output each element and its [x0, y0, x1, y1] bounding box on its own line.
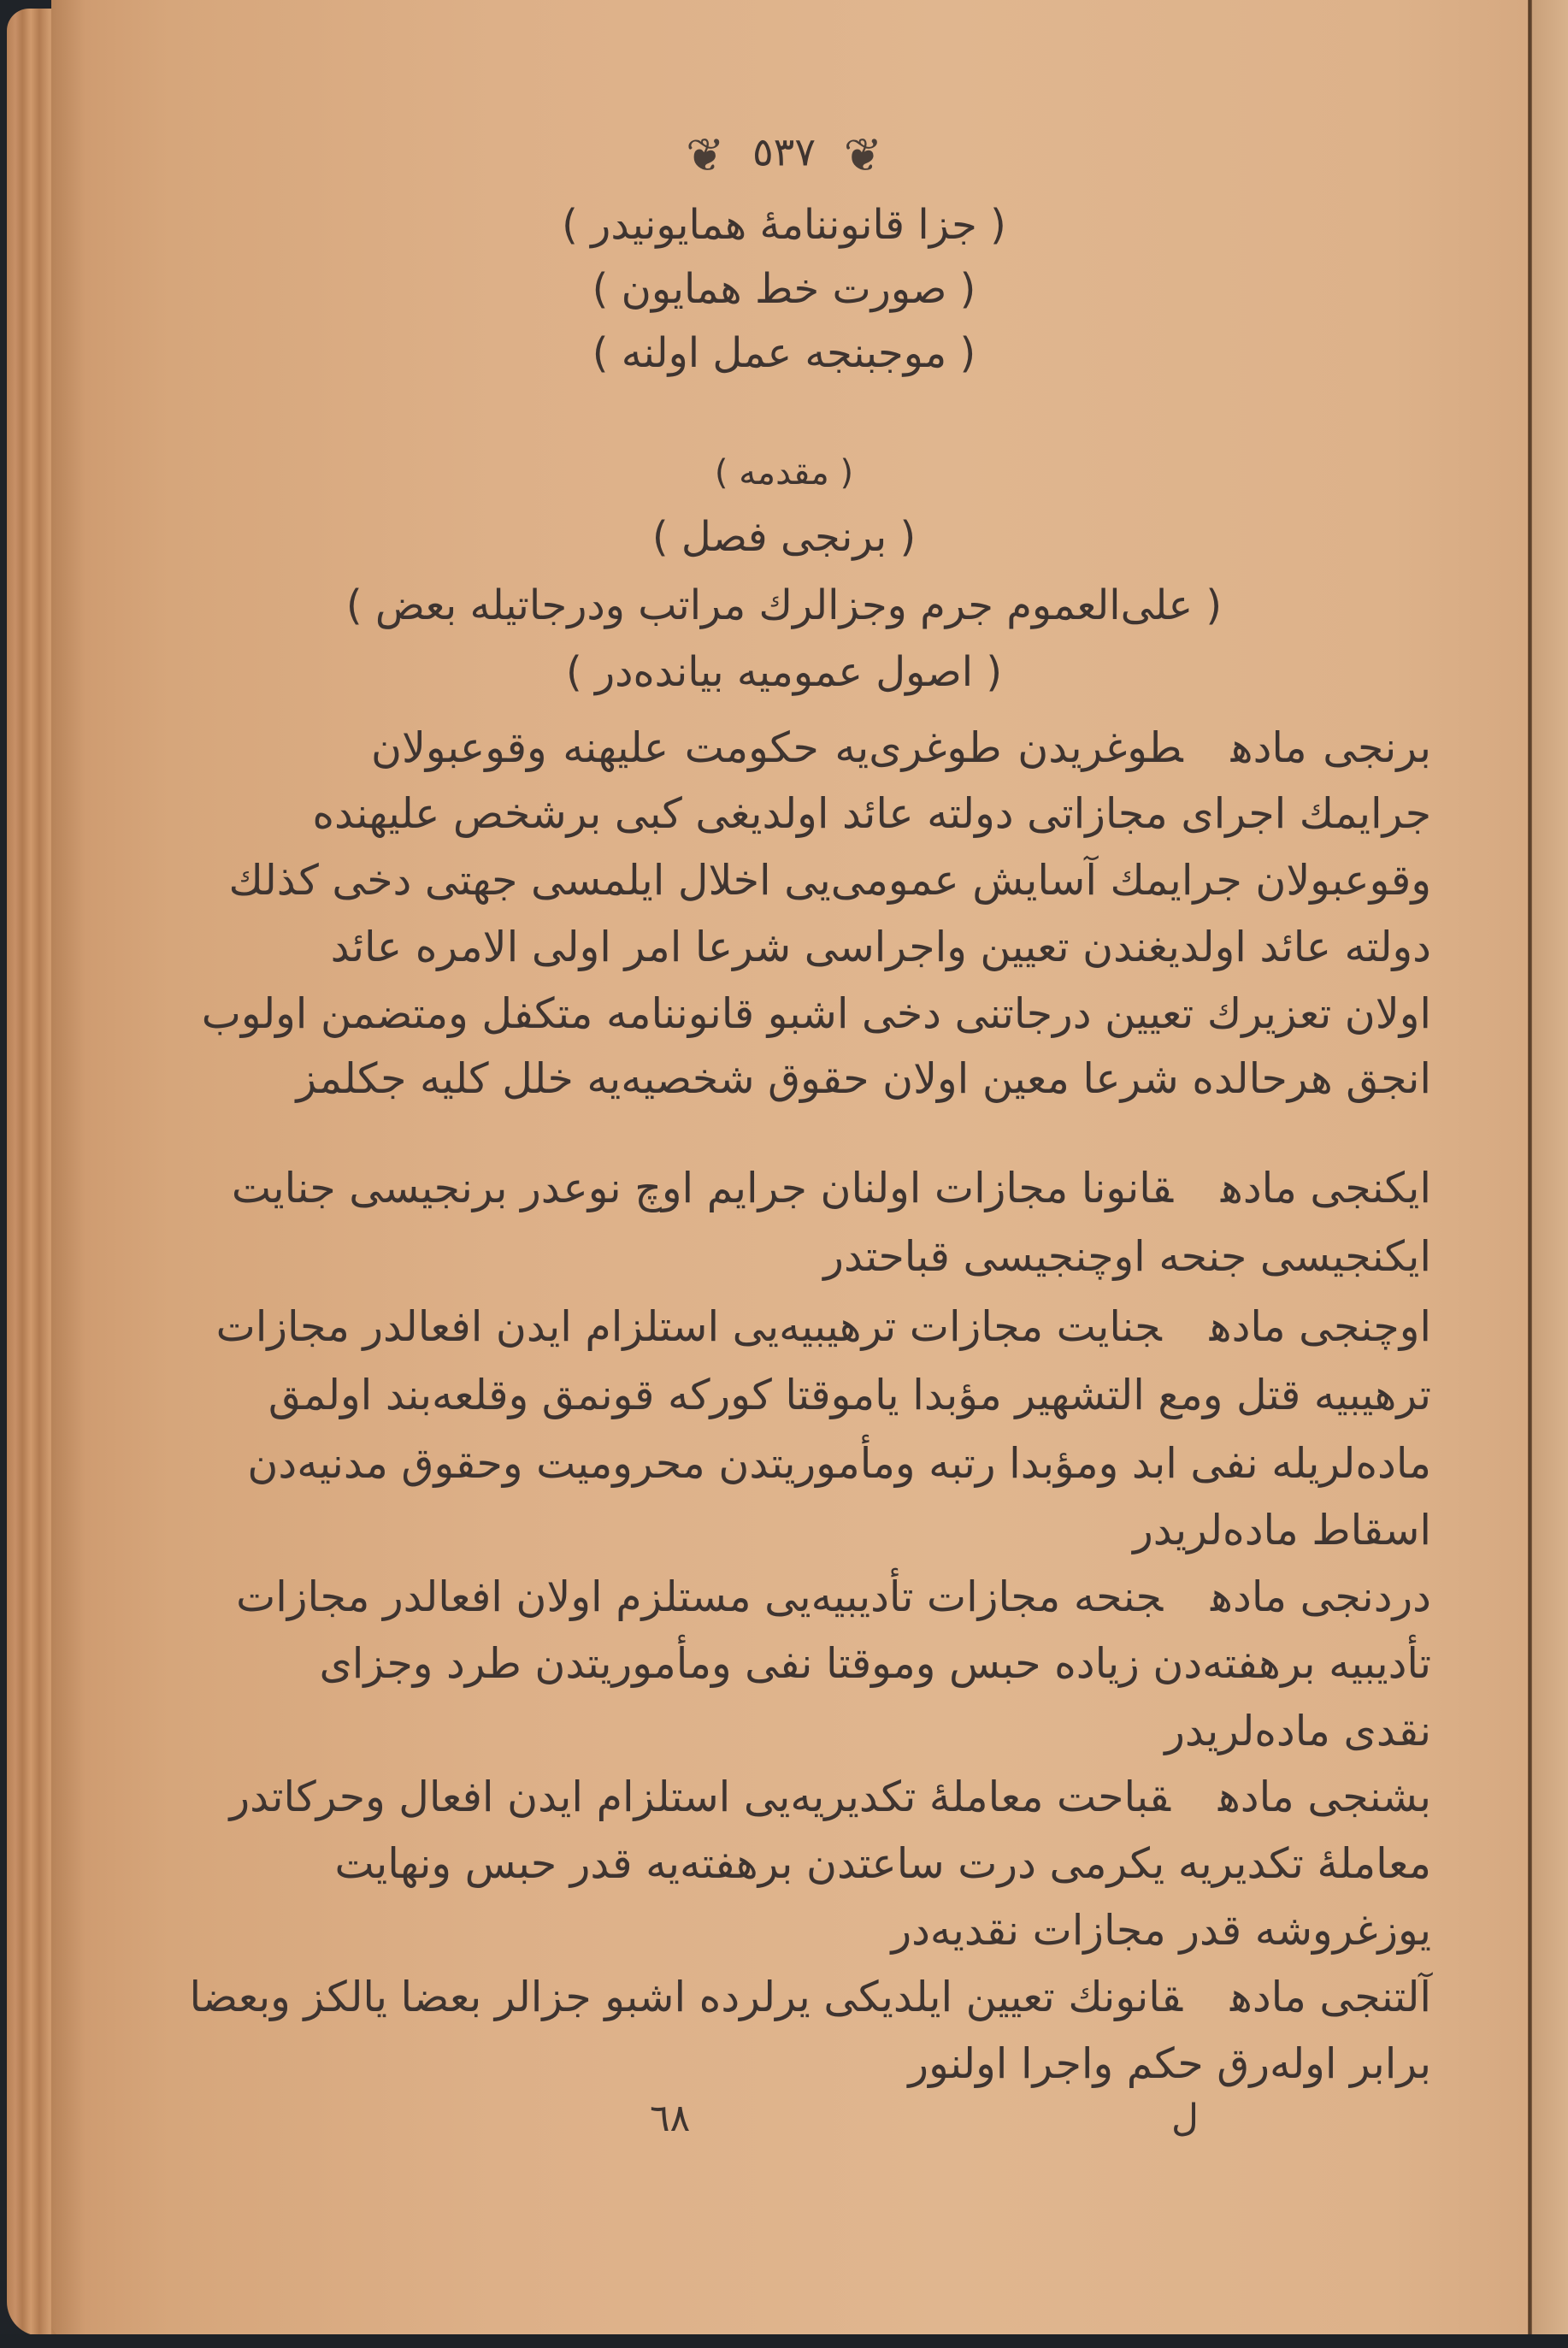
article-line: بشنجى مادهقباحت معاملهٔ تكديريه‌يى استلزام ايدن افعال وحركاتدر	[229, 1773, 1431, 1821]
article-line: ايكنجيسى جنحه اوچنجيسى قباحتدر	[823, 1232, 1431, 1281]
article-line: ايكنجى مادهقانونا مجازات اولنان جرايم اوچ نوعدر برنجيسى جنايت	[231, 1164, 1431, 1212]
section-heading-introduction: ( مقدمه )	[714, 453, 854, 493]
article-label: اوچنجى ماده	[1209, 1302, 1431, 1351]
chapter-subheading: ( على‌العموم جرم وجزالرك مراتب ودرجاتيله بعض )	[345, 581, 1223, 629]
article-line: دردنجى مادهجنحه مجازات تأديبيه‌يى مستلزم اولان افعالدر مجازات	[236, 1572, 1431, 1621]
article-line: جرايمك اجراى مجازاتى دولته عائد اولديغى كبى برشخص عليهنده	[312, 789, 1431, 838]
chapter-heading: ( برنجى فصل )	[651, 513, 917, 561]
article-line: يوزغروشه قدر مجازات نقديه‌در	[891, 1906, 1431, 1955]
article-line: برنجى مادهطوغريدن طوغرى‌يه حكومت عليهنه وقوعبولان	[371, 723, 1431, 772]
ornament-left-icon: ❦	[686, 128, 725, 182]
article-line: ماده‌لريله نفى ابد ومؤبدا رتبه ومأموريتدن محروميت وحقوق مدنيه‌دن	[247, 1439, 1431, 1488]
article-line: وقوعبولان جرايمك آسايش عمومى‌يى اخلال ايلمسى جهتى دخى كذلك	[228, 856, 1431, 905]
subtitle-heading: ( صورت خط همايون )	[592, 265, 976, 313]
chapter-subheading-2: ( اصول عموميه بيانده‌در )	[565, 648, 1003, 696]
ornament-right-icon: ❦	[843, 128, 882, 182]
article-line: معاملهٔ تكديريه يكرمى درت ساعتدن برهفته‌يه قدر حبس ونهايت	[334, 1839, 1431, 1888]
subtitle-heading-2: ( موجبنجه عمل اولنه )	[592, 329, 976, 377]
article-line: نقدى ماده‌لريدر	[1164, 1707, 1431, 1755]
signature-number: ٦٨	[650, 2097, 691, 2140]
scan-background	[0, 2334, 1568, 2348]
article-label: برنجى ماده	[1230, 723, 1431, 772]
article-line: اولان تعزيرك تعيين درجاتنى دخى اشبو قانوننامه متكفل ومتضمن اولوب	[201, 989, 1431, 1038]
article-label: آلتنجى ماده	[1230, 1973, 1431, 2021]
article-line: اوچنجى مادهجنايت مجازات ترهيبيه‌يى استلزام ايدن افعالدر مجازات	[215, 1302, 1431, 1351]
title-heading: ( جزا قانوننامهٔ همايونيدر )	[562, 201, 1006, 249]
article-label: بشنجى ماده	[1217, 1773, 1431, 1821]
article-line: برابر اوله‌رق حكم واجرا اولنور	[908, 2039, 1431, 2088]
article-line: دولته عائد اولديغندن تعيين واجراسى شرعا امر اولى الامره عائد	[330, 923, 1431, 971]
article-label: ايكنجى ماده	[1221, 1164, 1431, 1212]
article-line: انجق هرحالده شرعا معين اولان حقوق شخصيه‌يه خلل كليه جكلمز	[296, 1054, 1431, 1103]
article-line: ترهيبيه قتل ومع التشهير مؤبدا ياموقتا كوركه قونمق وقلعه‌بند اولمق	[268, 1371, 1431, 1419]
article-line: تأديبيه برهفته‌دن زياده حبس وموقتا نفى ومأموريتدن طرد وجزاى	[319, 1639, 1431, 1688]
page-number: ٥٣٧	[752, 128, 816, 175]
page-header	[0, 128, 1568, 182]
article-line: اسقاط ماده‌لريدر	[1133, 1506, 1431, 1555]
signature-letter: ل	[1171, 2097, 1199, 2140]
article-label: دردنجى ماده	[1211, 1572, 1431, 1621]
article-line: آلتنجى مادهقانونك تعيين ايلديكى يرلرده اشبو جزالر بعضا يالكز وبعضا	[189, 1973, 1431, 2021]
